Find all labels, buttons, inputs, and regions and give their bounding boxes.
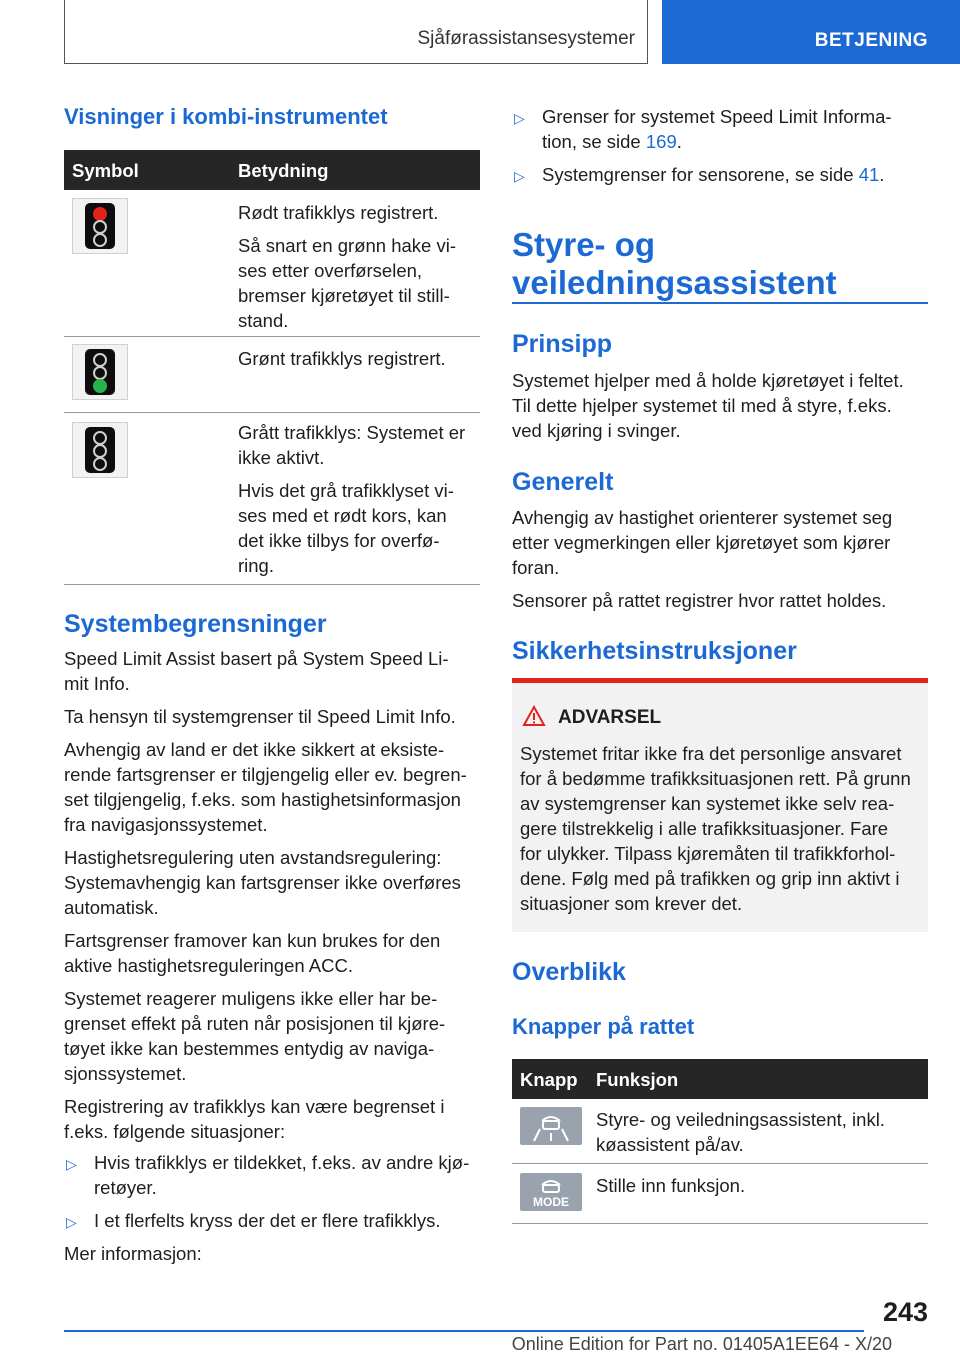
main-heading: [512, 226, 928, 302]
traffic-light-grey-icon: [72, 422, 128, 478]
steering-assist-button-icon: [520, 1107, 582, 1145]
body-line: aktive hastighetsreguleringen ACC.: [64, 955, 353, 976]
body-line: Systemavhengig kan fartsgrenser ikke overføres: [64, 872, 461, 893]
buttons-heading: Knapper på rattet: [512, 1014, 695, 1039]
bullet-text: Systemgrenser for sensorene, se side: [542, 164, 859, 185]
body-line: Registrering av trafikklys kan være begrenset i: [64, 1096, 445, 1117]
header-section-box: [64, 0, 648, 64]
row1-line: stand.: [238, 310, 289, 331]
button-table-header: [512, 1059, 928, 1099]
warning-line: for å bedømme trafikksituasjonen rett. På grunn: [520, 768, 911, 789]
body-line: sjonssystemet.: [64, 1063, 187, 1084]
row3-line: ikke aktivt.: [238, 447, 325, 468]
principle-body: [512, 368, 932, 443]
bullet-triangle-icon: ▷: [514, 110, 525, 126]
row3-line: Hvis det grå trafikklyset vi-: [238, 480, 454, 501]
overview-heading: Overblikk: [512, 958, 626, 986]
body-line: Hastighetsregulering uten avstandsregulering:: [64, 847, 442, 868]
row1-line: Så snart en grønn hake vi-: [238, 235, 456, 256]
body-line: Speed Limit Assist basert på System Speed Li-: [64, 648, 449, 669]
row1-line: bremser kjøretøyet til still-: [238, 285, 450, 306]
warning-line: dene. Følg med på trafikken og grip inn aktivt i: [520, 868, 900, 889]
symbol-col-header: Symbol: [72, 160, 139, 181]
bullet-text: Hvis trafikklys er tildekket, f.eks. av andre kjø-: [94, 1152, 470, 1173]
header-chapter-label: BETJENING: [814, 30, 928, 51]
body-line: tøyet ikke kan bestemmes entydig av naviga-: [64, 1038, 435, 1059]
bullet-triangle-icon: ▷: [66, 1156, 77, 1172]
bullet-text: Grenser for systemet Speed Limit Informa-: [542, 106, 892, 127]
body-line: Til dette hjelper systemet til med å styre, f.eks.: [512, 395, 892, 416]
system-limits-body: [64, 646, 484, 1144]
body-line: set tilgjengelig, f.eks. som hastighetsinformasjon: [64, 789, 461, 810]
list-item: [64, 1208, 484, 1233]
row3-line: ses med et rødt kors, kan: [238, 505, 447, 526]
body-line: Avhengig av hastighet orienterer systemet seg: [512, 507, 893, 528]
system-limits-heading: Systembegrensninger: [64, 610, 327, 638]
warning-line: for ulykker. Tilpass kjøremåten til trafikkforhol-: [520, 843, 896, 864]
body-line: fra navigasjonssystemet.: [64, 814, 268, 835]
instrument-display-heading: Visninger i kombi-instrumentet: [64, 104, 388, 129]
traffic-light-green-icon: [72, 344, 128, 400]
list-item: [512, 104, 928, 154]
bullet-triangle-icon: ▷: [514, 168, 525, 184]
main-heading-line: Styre- og: [512, 226, 656, 263]
body-line: foran.: [512, 557, 560, 578]
general-body: [512, 505, 932, 613]
row3-line: Grått trafikklys: Systemet er: [238, 422, 466, 443]
warning-body: [520, 741, 926, 916]
body-line: Fartsgrenser framover kan kun brukes for den: [64, 930, 441, 951]
row3-line: det ikke tilbys for overfø-: [238, 530, 440, 551]
warning-line: situasjoner som krever det.: [520, 893, 743, 914]
safety-heading: Sikkerhetsinstruksjoner: [512, 637, 797, 665]
table-row: [64, 336, 480, 413]
page-link-169[interactable]: 169: [645, 131, 677, 152]
main-heading-line: veiledningsassistent: [512, 264, 837, 301]
traffic-light-red-icon: [72, 198, 128, 254]
body-line: etter vegmerkingen eller kjøretøyet som kjører: [512, 532, 891, 553]
footer-edition: Online Edition for Part no. 01405A1EE64 - X/20: [511, 1334, 892, 1354]
more-info-label: Mer informasjon:: [64, 1243, 202, 1264]
bullet-text: .: [879, 164, 885, 185]
meaning-col-header: Betydning: [238, 160, 329, 181]
bullet-text: I et flerfelts kryss der det er flere trafikklys.: [94, 1210, 441, 1231]
function-line: Stille inn funksjon.: [596, 1175, 746, 1196]
header-chapter-tab[interactable]: [662, 0, 960, 64]
body-line: Avhengig av land er det ikke sikkert at eksiste-: [64, 739, 445, 760]
bullet-text: .: [676, 131, 682, 152]
general-heading: Generelt: [512, 468, 614, 496]
heading-underline: [512, 302, 928, 304]
table-row: [64, 412, 480, 585]
page-number: 243: [882, 1297, 928, 1327]
page-link-41[interactable]: 41: [858, 164, 880, 185]
row1-line: ses etter overførselen,: [238, 260, 423, 281]
function-col-header: Funksjon: [596, 1069, 679, 1090]
warning-title: ADVARSEL: [558, 707, 662, 728]
warning-box: [512, 678, 928, 932]
body-line: mit Info.: [64, 673, 130, 694]
header-section-title: Sjåførassistansesystemer: [417, 28, 635, 49]
body-line: grenset effekt på ruten når posisjonen til kjøre-: [64, 1013, 446, 1034]
mode-button-icon: [520, 1173, 582, 1211]
body-line: Systemet hjelper med å holde kjøretøyet i feltet.: [512, 370, 904, 391]
bullet-text: tion, se side: [542, 131, 646, 152]
body-line: automatisk.: [64, 897, 159, 918]
bullet-text: retøyer.: [94, 1177, 157, 1198]
function-line: køassistent på/av.: [596, 1134, 744, 1155]
body-line: Sensorer på rattet registrer hvor rattet holdes.: [512, 590, 887, 611]
bullet-list: [64, 1150, 484, 1266]
bullet-triangle-icon: ▷: [66, 1214, 77, 1230]
list-item: [64, 1150, 484, 1200]
button-col-header: Knapp: [520, 1069, 578, 1090]
symbol-table-header: [64, 150, 480, 190]
warning-line: Systemet fritar ikke fra det personlige ansvaret: [520, 743, 902, 764]
principle-heading: Prinsipp: [512, 330, 613, 358]
row1-line: Rødt trafikklys registrert.: [238, 202, 439, 223]
row3-line: ring.: [238, 555, 274, 576]
body-line: ved kjøring i svinger.: [512, 420, 681, 441]
table-row: [64, 190, 480, 337]
warning-line: av systemgrenser kan systemet ikke selv rea-: [520, 793, 895, 814]
table-row: [512, 1099, 928, 1164]
body-line: f.eks. følgende situasjoner:: [64, 1121, 286, 1142]
list-item: [512, 162, 928, 187]
table-row: [512, 1163, 928, 1224]
body-line: rende fartsgrenser er tilgjengelig eller ev. begren-: [64, 764, 467, 785]
warning-line: gere tilstrekkelig i alle trafikksituasjoner. Fare: [520, 818, 889, 839]
mode-button-label: MODE: [533, 1195, 569, 1209]
body-line: Ta hensyn til systemgrenser til Speed Limit Info.: [64, 706, 456, 727]
more-info-list: [512, 104, 928, 187]
row2-line: Grønt trafikklys registrert.: [238, 348, 446, 369]
footer-rule: [64, 1330, 864, 1332]
warning-triangle-icon: [522, 705, 546, 727]
function-line: Styre- og veiledningsassistent, inkl.: [596, 1109, 885, 1130]
body-line: Systemet reagerer muligens ikke eller har be-: [64, 988, 438, 1009]
